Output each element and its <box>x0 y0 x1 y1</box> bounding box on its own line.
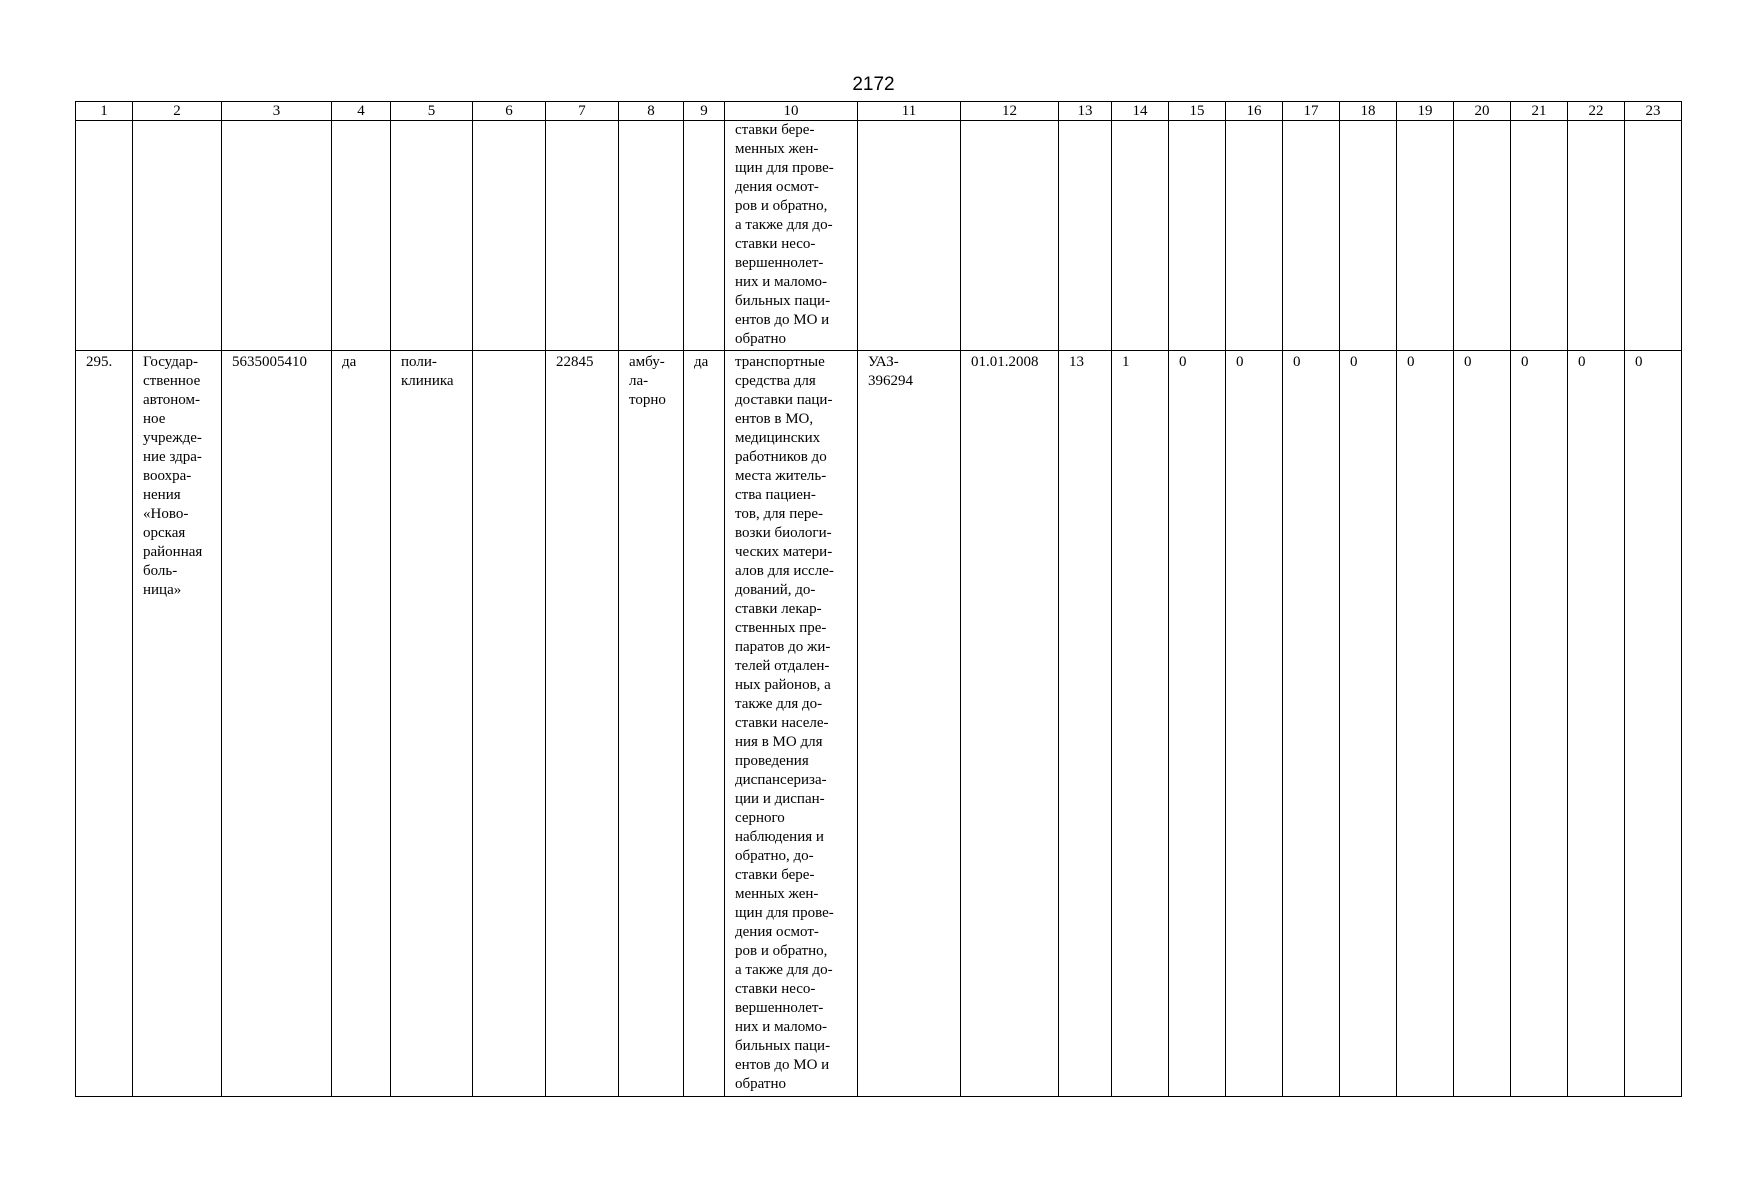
table-cell: 0 <box>1568 351 1625 1097</box>
table-cell <box>1226 121 1283 351</box>
column-header: 12 <box>961 102 1059 121</box>
column-header: 4 <box>332 102 391 121</box>
header-row <box>76 102 1682 121</box>
table-cell: 0 <box>1283 351 1340 1097</box>
table-cell: 0 <box>1169 351 1226 1097</box>
page-number: 2172 <box>852 74 895 95</box>
table-cell <box>332 121 391 351</box>
row-number-cell: 295. <box>76 351 133 1097</box>
column-header: 23 <box>1625 102 1682 121</box>
date-cell: 01.01.2008 <box>961 351 1059 1097</box>
table-cell: 0 <box>1397 351 1454 1097</box>
table-cell <box>1511 121 1568 351</box>
table-cell <box>133 121 222 351</box>
table-cell <box>1625 121 1682 351</box>
column-header: 14 <box>1112 102 1169 121</box>
table-row-continuation <box>76 121 1682 351</box>
column-header: 18 <box>1340 102 1397 121</box>
table-cell <box>76 121 133 351</box>
table-cell <box>473 351 546 1097</box>
column-header: 7 <box>546 102 619 121</box>
table-cell <box>391 121 473 351</box>
table-cell: да <box>332 351 391 1097</box>
table-cell <box>1169 121 1226 351</box>
table-cell <box>1112 121 1169 351</box>
table-cell <box>858 121 961 351</box>
table-cell <box>546 121 619 351</box>
column-header: 8 <box>619 102 684 121</box>
column-header: 1 <box>76 102 133 121</box>
column-header: 3 <box>222 102 332 121</box>
table-cell <box>1340 121 1397 351</box>
column-header: 5 <box>391 102 473 121</box>
column-header: 17 <box>1283 102 1340 121</box>
inn-cell: 5635005410 <box>222 351 332 1097</box>
column-header: 13 <box>1059 102 1112 121</box>
facility-type-cell: поли- клиника <box>391 351 473 1097</box>
table-cell <box>1397 121 1454 351</box>
table-cell <box>619 121 684 351</box>
column-header: 9 <box>684 102 725 121</box>
column-header: 19 <box>1397 102 1454 121</box>
table-cell <box>684 121 725 351</box>
table-cell: 0 <box>1340 351 1397 1097</box>
table-cell <box>961 121 1059 351</box>
data-table <box>75 101 1682 1097</box>
table-cell <box>1454 121 1511 351</box>
column-header: 2 <box>133 102 222 121</box>
vehicle-model-cell: УАЗ- 396294 <box>858 351 961 1097</box>
organization-cell: Государ- ственное автоном- ное учрежде- ние здра- воохра- нения «Ново- орская районная боль- ница» <box>133 351 222 1097</box>
table-row-295 <box>76 351 1682 1097</box>
table-cell: 22845 <box>546 351 619 1097</box>
table-cell <box>222 121 332 351</box>
care-type-cell: амбу- ла- торно <box>619 351 684 1097</box>
column-header: 16 <box>1226 102 1283 121</box>
table-cell: 0 <box>1511 351 1568 1097</box>
table-cell: 0 <box>1226 351 1283 1097</box>
column-header: 10 <box>725 102 858 121</box>
table-cell <box>1059 121 1112 351</box>
table-cell <box>473 121 546 351</box>
table-cell: 1 <box>1112 351 1169 1097</box>
table-cell: 0 <box>1454 351 1511 1097</box>
table-cell: 13 <box>1059 351 1112 1097</box>
column-header: 21 <box>1511 102 1568 121</box>
table-cell: 0 <box>1625 351 1682 1097</box>
column-header: 15 <box>1169 102 1226 121</box>
column-header: 22 <box>1568 102 1625 121</box>
table-cell <box>1283 121 1340 351</box>
purpose-cell: транспортные средства для доставки паци- ентов в МО, медицинских работников до места житель- ства пациен- тов, для пере- возки биологи- ческих матери- алов для иссле- дований, до- ставки лекар- ственных пре- паратов до жи- телей отдален- ных районов, а также для до- ставки населе- ния в МО для проведения диспансериза- ции и диспан- серного наблюдения и обратно, до- ставки бере- менных жен- щин для прове- дения осмот- ров и обратно, а также для до- ставки несо- вершеннолет- них и маломо- бильных паци- ентов до МО и обратно <box>725 351 858 1097</box>
column-header: 6 <box>473 102 546 121</box>
column-header: 11 <box>858 102 961 121</box>
table-cell <box>1568 121 1625 351</box>
table-cell: да <box>684 351 725 1097</box>
purpose-cell: ставки бере- менных жен- щин для прове- дения осмот- ров и обратно, а также для до- ставки несо- вершеннолет- них и маломо- бильных паци- ентов до МО и обратно <box>725 121 858 351</box>
column-header: 20 <box>1454 102 1511 121</box>
